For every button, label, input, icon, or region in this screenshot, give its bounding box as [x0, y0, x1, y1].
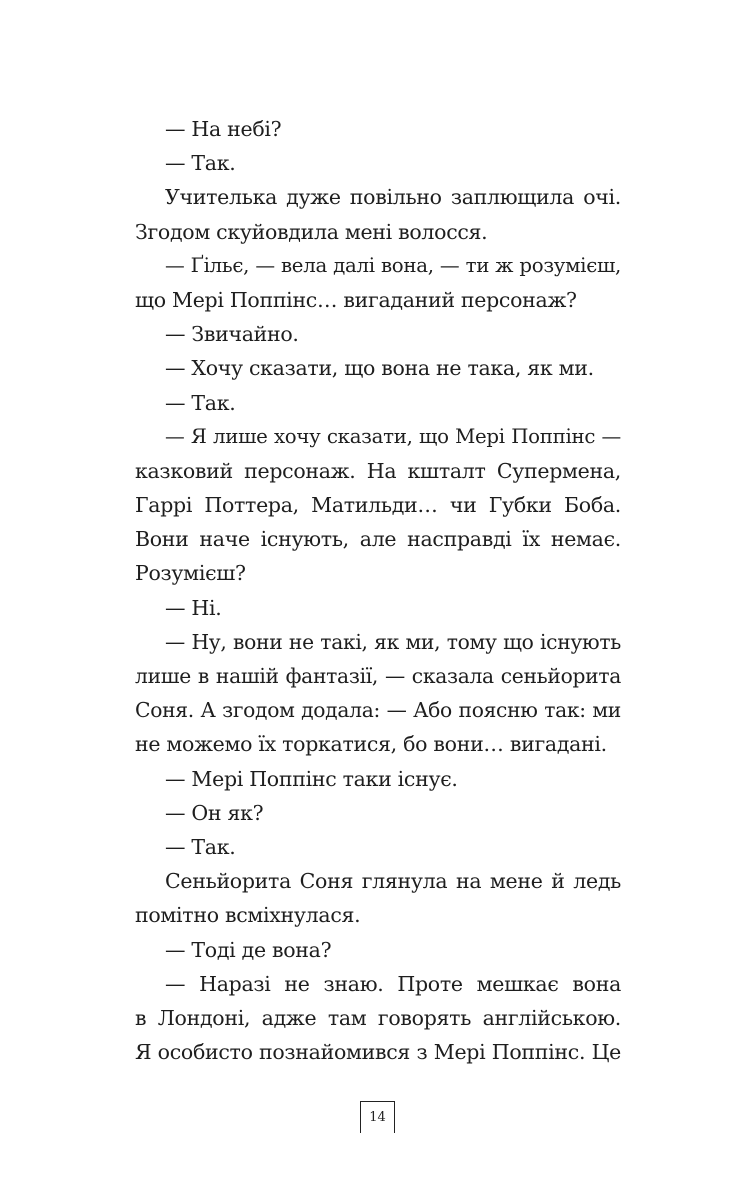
text-line: — Так.: [165, 834, 236, 859]
text-line: — Так.: [165, 151, 236, 176]
text-line: Згодом скуйовдила мені волосся.: [135, 219, 488, 244]
text-line: казковий персонаж. На кшталт Супермена,: [135, 458, 621, 483]
text-line: — Так.: [165, 390, 236, 415]
text-line: помітно всміхнулася.: [135, 903, 361, 928]
text-line: не можемо їх торкатися, бо вони… вигадані.: [135, 732, 607, 757]
text-line: Вони наче існують, але насправді їх немає.: [135, 527, 621, 552]
text-line: — Он як?: [165, 800, 264, 825]
text-line: Сеньйорита Соня глянула на мене й ледь: [165, 869, 621, 894]
text-line: — Тоді де вона?: [165, 937, 332, 962]
text-line: — Ну, вони не такі, як ми, тому що існують: [165, 629, 621, 654]
text-line: — Ні.: [165, 595, 222, 620]
page-number: 14: [360, 1101, 395, 1133]
text-line: лише в нашій фантазії, — сказала сеньйорита: [135, 664, 621, 688]
text-line: Учителька дуже повільно заплющила очі.: [165, 185, 621, 210]
text-line: — Мері Поппінс таки існує.: [165, 766, 458, 791]
text-line: що Мері Поппінс… вигаданий персонаж?: [135, 287, 577, 312]
text-line: в Лондоні, адже там говорять англійською.: [135, 1005, 621, 1030]
text-line: — На небі?: [165, 117, 282, 141]
page-text: [135, 112, 621, 1069]
text-line: Я особисто познайомився з Мері Поппінс. Це: [135, 1040, 621, 1065]
text-line: Соня. А згодом додала: — Або поясню так: ми: [135, 698, 621, 723]
text-line: — Наразі не знаю. Проте мешкає вона: [165, 971, 621, 996]
text-line: — Звичайно.: [165, 322, 299, 347]
text-line: Гаррі Поттера, Матильди… чи Губки Боба.: [135, 493, 621, 518]
text-line: — Хочу сказати, що вона не така, як ми.: [165, 356, 594, 381]
text-line: Розумієш?: [135, 561, 246, 586]
text-line: — Ґільє, — вела далі вона, — ти ж розумієш,: [165, 253, 621, 277]
text-line: — Я лише хочу сказати, що Мері Поппінс —: [165, 424, 621, 448]
